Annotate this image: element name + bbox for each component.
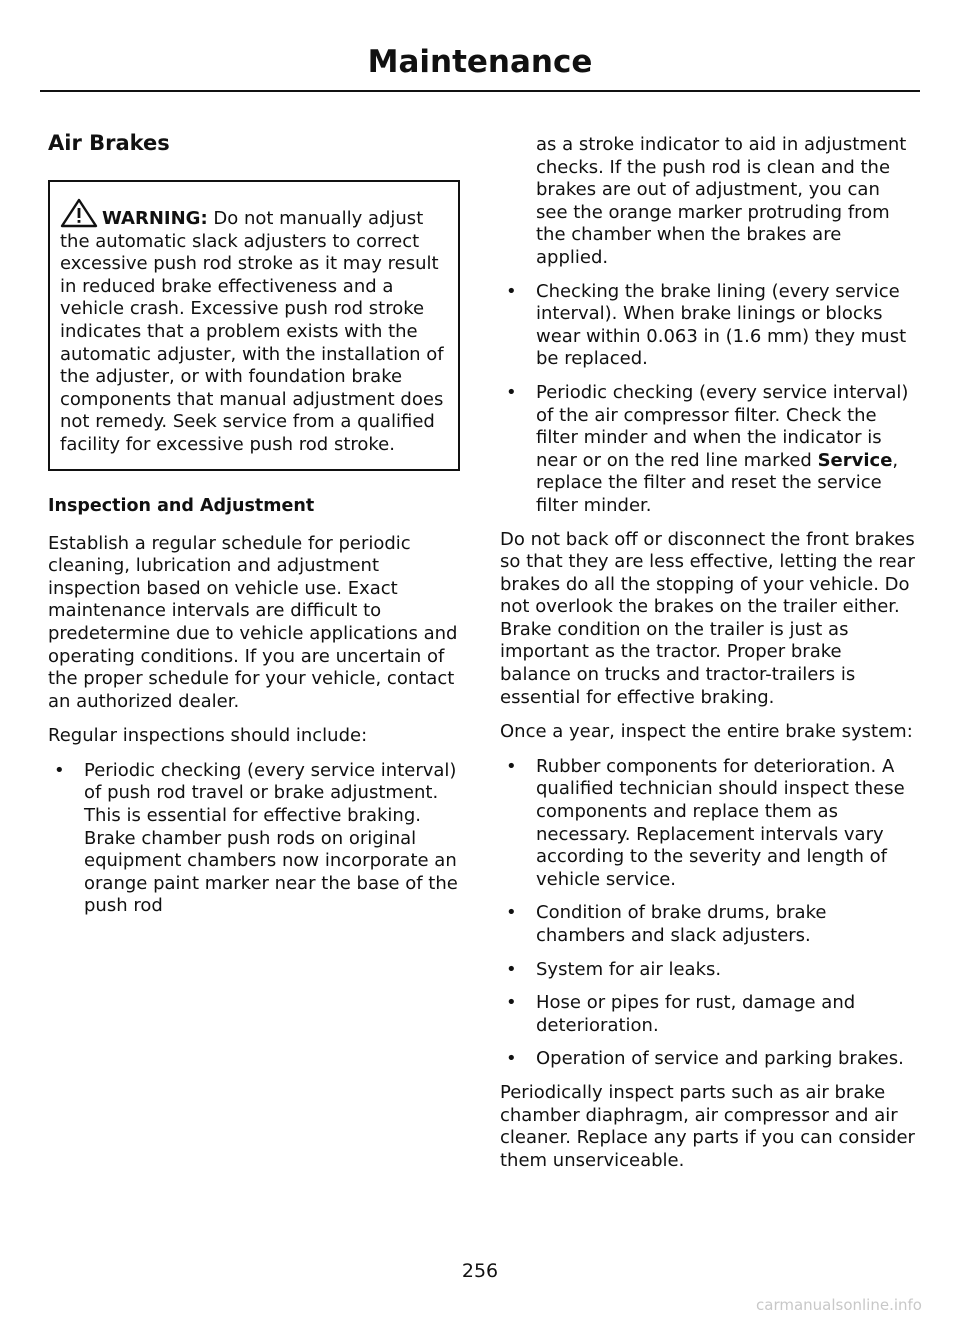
regular-inspections-list xyxy=(48,760,460,918)
list-item-continuation: as a stroke indicator to aid in adjustment checks. If the push rod is clean and the brakes are out of adjustment, you can see the orange marker protruding from the chamber when the brakes are applied. xyxy=(536,134,907,268)
list-item-text: Periodic checking (every service interval) of the air compressor filter. Check the filter minder and when the indicator is near or on the red line marked xyxy=(536,381,909,471)
list-item-text: , replace the filter and reset the service filter minder. xyxy=(536,449,899,516)
warning-box xyxy=(48,180,460,471)
list-item xyxy=(500,756,916,892)
regular-inspections-list-continued xyxy=(500,281,916,518)
paragraph-yearly: Once a year, inspect the entire brake system: xyxy=(500,721,913,743)
list-item-text: System for air leaks. xyxy=(536,958,722,980)
list-item xyxy=(500,281,916,371)
paragraph-periodic-parts: Periodically inspect parts such as air brake chamber diaphragm, air compressor and air cleaner. Replace any parts if you can consider them unserviceable. xyxy=(500,1081,915,1171)
paragraph-schedule: Establish a regular schedule for periodic cleaning, lubrication and adjustment inspection based on vehicle use. Exact maintenance intervals are difficult to predetermine due to vehicle applications and operating conditions. If you are uncertain of the proper schedule for your vehicle, contact an authorized dealer. xyxy=(48,532,458,712)
list-item-text: Hose or pipes for rust, damage and deterioration. xyxy=(536,992,856,1036)
bullet: • xyxy=(506,755,517,777)
bullet: • xyxy=(506,1048,517,1070)
header-divider xyxy=(40,90,920,92)
bullet: • xyxy=(506,902,517,924)
warning-label: WARNING: xyxy=(102,208,208,229)
bullet: • xyxy=(54,759,65,781)
right-column xyxy=(500,134,916,1184)
service-marker-label: Service xyxy=(817,449,893,471)
list-item xyxy=(500,902,916,947)
list-item xyxy=(500,959,916,982)
page-number: 256 xyxy=(461,1260,499,1282)
bullet: • xyxy=(506,958,517,980)
left-column xyxy=(48,130,460,929)
list-item-text: Operation of service and parking brakes. xyxy=(536,1048,904,1070)
warning-triangle-icon xyxy=(60,198,98,228)
section-title: Air Brakes xyxy=(48,131,170,155)
watermark: carmanualsonline.info xyxy=(756,1296,922,1314)
list-item-text: Periodic checking (every service interval) of push rod travel or brake adjustment. This is essential for effective braking. Brake chamber push rods on original equipment chambers now incorporate an orange paint marker near the base of the push rod xyxy=(84,759,458,917)
list-item xyxy=(500,382,916,518)
list-item-text: Rubber components for deterioration. A qualified technician should inspect these components and replace them as necessary. Replacement intervals vary according to the severity and length of vehicle service. xyxy=(536,755,905,890)
list-item-text: Condition of brake drums, brake chambers and slack adjusters. xyxy=(536,902,827,946)
list-item xyxy=(500,992,916,1037)
warning-text: Do not manually adjust the automatic slack adjusters to correct excessive push rod stroke as it may result in reduced brake effectiveness and a vehicle crash. Excessive push rod stroke indicates that a problem exists with the automatic adjuster, with the installation of the adjuster, or with foundation brake components that manual adjustment does not remedy. Seek service from a qualified facility for excessive push rod stroke. xyxy=(60,208,444,455)
list-item xyxy=(500,1048,916,1071)
subsection-title: Inspection and Adjustment xyxy=(48,495,315,516)
yearly-inspection-list xyxy=(500,756,916,1071)
list-item xyxy=(48,760,460,918)
page-header-title: Maintenance xyxy=(367,44,593,80)
bullet: • xyxy=(506,381,517,403)
bullet: • xyxy=(506,992,517,1014)
paragraph-front-brakes: Do not back off or disconnect the front brakes so that they are less effective, letting the rear brakes do all the stopping of your vehicle. Do not overlook the brakes on the trailer either. Brake condition on the trailer is just as important as the tractor. Proper brake balance on trucks and tractor-trailers is essential for effective braking. xyxy=(500,528,915,708)
bullet: • xyxy=(506,280,517,302)
paragraph-regular-inspections: Regular inspections should include: xyxy=(48,725,368,747)
list-item-text: Checking the brake lining (every service interval). When brake linings or blocks wear within 0.063 in (1.6 mm) they must be replaced. xyxy=(536,280,907,370)
